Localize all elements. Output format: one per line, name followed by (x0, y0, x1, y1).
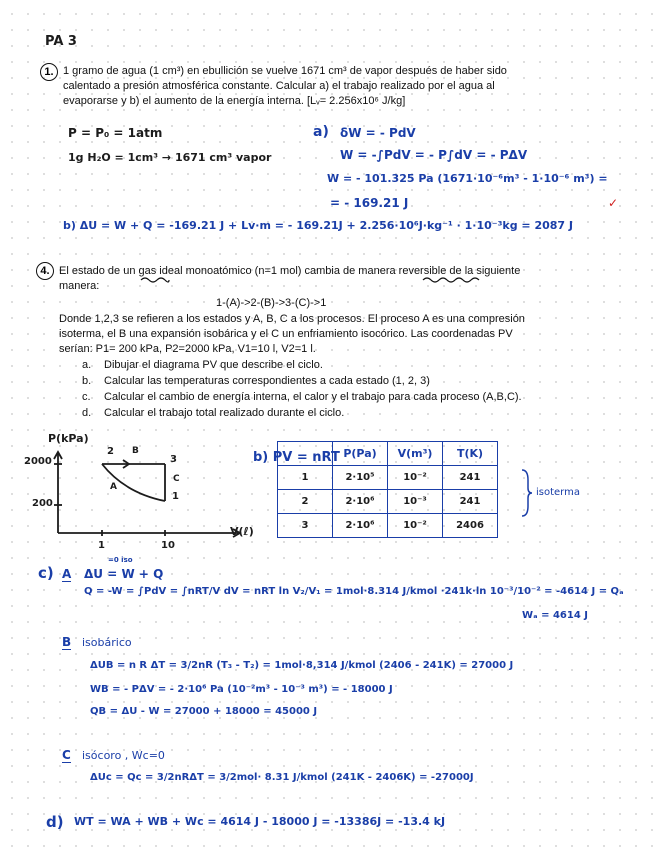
state-table (277, 441, 498, 538)
table-header-row (278, 442, 498, 466)
diagram-xlabel: V(ℓ) (230, 525, 254, 538)
state-1-label: 1 (172, 491, 179, 502)
item-letter-d: d. (82, 407, 92, 419)
problem-4-body-2: isoterma, el B una expansión isobárica y el C un enfriamiento isocórico. Las coordenadas PV (59, 328, 513, 340)
sol1-b-line: b) ΔU = W + Q = -169.21 J + Lv·m = - 169.21J + 2.256·10⁶J·kg⁻¹ · 1·10⁻³kg = 2087 J (63, 219, 573, 232)
table-cell: 2406 (443, 514, 498, 538)
header-cell: V(m³) (388, 442, 443, 466)
item-text-d: Calcular el trabajo total realizado durante el ciclo. (104, 407, 345, 419)
diagram-xtick-10: 10 (161, 540, 175, 551)
process-sequence: 1-(A)->2-(B)->3-(C)->1 (216, 297, 327, 309)
process-B-line-1: ΔUB = n R ΔT = 3/2nR (T₃ - T₂) = 1mol·8,314 J/kmol (2406 - 241K) = 27000 J (90, 660, 514, 671)
problem-4-line-2: manera: (59, 280, 100, 292)
header-cell: T(K) (443, 442, 498, 466)
process-B-title: B (62, 635, 72, 649)
header-cell (278, 442, 333, 466)
state-2-label: 2 (107, 446, 114, 457)
diagram-xtick-1: 1 (98, 540, 105, 551)
problem-4-body-3: serían: P1= 200 kPa, P2=2000 kPa, V1=10 l, V2=1 l. (59, 343, 316, 355)
part-d-label: d) (46, 813, 64, 831)
process-B-line-3: QB = ΔU - W = 27000 + 18000 = 45000 J (90, 706, 318, 717)
page-header: PA 3 (45, 34, 77, 49)
process-C-type: isócoro , Wc=0 (82, 749, 165, 762)
item-text-c: Calcular el cambio de energía interna, el calor y el trabajo para cada proceso (A,B,C). (104, 391, 522, 403)
process-B-type: isobárico (82, 636, 132, 649)
problem-4-body-1: Donde 1,2,3 se refieren a los estados y A, B, C a los procesos. El proceso A es una compresión (59, 313, 525, 325)
isoterma-note: isoterma (536, 487, 580, 498)
problem-1-line-1: 1 gramo de agua (1 cm³) en ebullición se vuelve 1671 cm³ de vapor después de haber sido (63, 65, 507, 77)
table-cell: 2·10⁵ (333, 466, 388, 490)
sol1-a-line-4: = - 169.21 J (330, 196, 409, 210)
process-A-curve (102, 464, 165, 501)
process-A-title: A (62, 567, 72, 581)
diagram-ylabel: P(kPa) (48, 432, 89, 445)
sol1-a-line-2: W = -∫PdV = - P∫dV = - PΔV (340, 148, 528, 162)
process-C-line-1: ΔUc = Qc = 3/2nRΔT = 3/2mol· 8.31 J/kmol (241K - 2406K) = -27000J (90, 772, 474, 783)
process-B-line-2: WB = - PΔV = - 2·10⁶ Pa (10⁻²m³ - 10⁻³ m³) = - 18000 J (90, 684, 393, 695)
table-cell: 2·10⁶ (333, 490, 388, 514)
table-row (278, 490, 498, 514)
table-cell: 10⁻³ (388, 490, 443, 514)
sol1-a-line-3: W = - 101.325 Pa (1671·10⁻⁶m³ - 1·10⁻⁶ m³) = (327, 172, 608, 185)
item-text-a: Dibujar el diagrama PV que describe el ciclo. (104, 359, 323, 371)
pv-diagram (30, 448, 245, 543)
process-A-note: =0 iso (108, 556, 133, 564)
table-cell: 241 (443, 490, 498, 514)
table-cell: 1 (278, 466, 333, 490)
table-title: b) PV = nRT (253, 450, 340, 465)
underline-squiggle-reversible (422, 276, 480, 284)
process-A-label: A (110, 482, 117, 492)
problem-1-line-3: evaporarse y b) el aumento de la energía interna. [Lᵥ= 2.256x10⁶ J/kg] (63, 95, 406, 107)
part-d-line: WT = WA + WB + Wc = 4614 J - 18000 J = -13386J = -13.4 kJ (74, 815, 446, 828)
table-row (278, 514, 498, 538)
sol1-a-line-1: δW = - PdV (340, 126, 416, 140)
sol1-given-2: 1g H₂O = 1cm³ → 1671 cm³ vapor (68, 151, 272, 164)
problem-4-line-1: El estado de un gas ideal monoatómico (n=1 mol) cambia de manera reversible de la siguiente (59, 265, 521, 277)
table-cell: 10⁻² (388, 514, 443, 538)
problem-4-number: 4. (36, 262, 54, 280)
state-3-label: 3 (170, 454, 177, 465)
table-cell: 2 (278, 490, 333, 514)
process-A-line-2: Q = -W = ∫PdV = ∫nRT/V dV = nRT ln V₂/V₁ = 1mol·8.314 J/kmol ·241k·ln 10⁻³/10⁻² = -4614 J = Qₐ (84, 586, 624, 597)
process-C-label: C (173, 474, 180, 484)
process-C-title: C (62, 748, 71, 762)
header-cell: P(Pa) (333, 442, 388, 466)
sol1-given-1: P = P₀ = 1atm (68, 126, 163, 140)
diagram-ytick-200: 200 (32, 498, 53, 509)
diagram-ytick-2000: 2000 (24, 456, 52, 467)
table-cell: 2·10⁶ (333, 514, 388, 538)
item-letter-b: b. (82, 375, 92, 387)
item-letter-a: a. (82, 359, 92, 371)
item-letter-c: c. (82, 391, 91, 403)
part-c-label: c) (38, 564, 54, 582)
underline-squiggle-gas (140, 276, 170, 284)
item-text-b: Calcular las temperaturas correspondientes a cada estado (1, 2, 3) (104, 375, 430, 387)
brace-isoterma (520, 468, 534, 518)
table-cell: 241 (443, 466, 498, 490)
problem-1-line-2: calentado a presión atmosférica constante. Calcular a) el trabajo realizado por el agua al (63, 80, 495, 92)
process-A-line-1: ΔU = W + Q (84, 567, 164, 581)
check-mark: ✓ (608, 196, 619, 210)
table-row (278, 466, 498, 490)
process-A-line-3: Wₐ = 4614 J (522, 610, 588, 621)
table-cell: 10⁻² (388, 466, 443, 490)
problem-1-number: 1. (40, 63, 58, 81)
table-cell: 3 (278, 514, 333, 538)
process-B-label: B (132, 446, 139, 456)
sol1-a-label: a) (313, 124, 329, 140)
